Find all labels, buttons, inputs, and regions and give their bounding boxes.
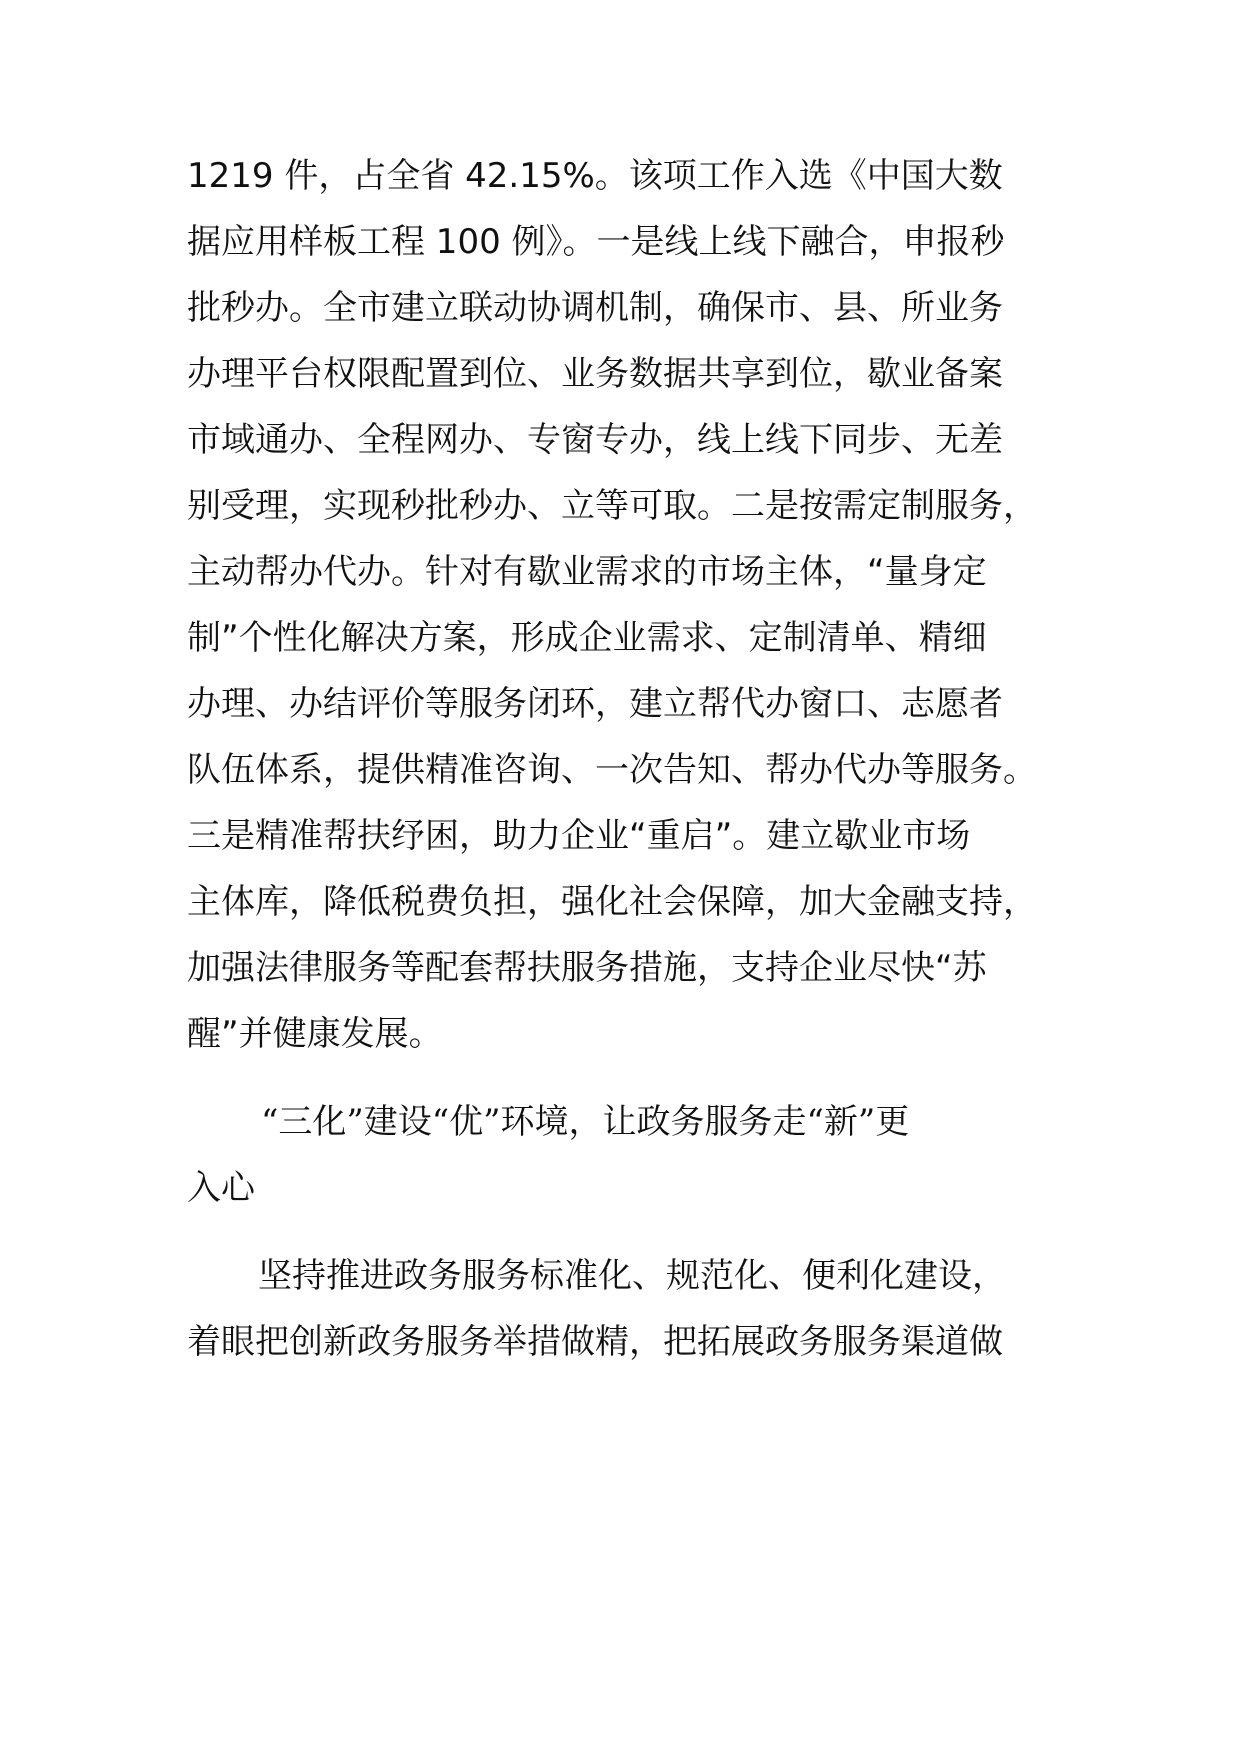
text-line: 市域通办、全程网办、专窗专办，线上线下同步、无差: [187, 420, 1003, 460]
text-line: 坚持推进政务服务标准化、规范化、便利化建设，: [258, 1256, 1006, 1296]
text-line: 队伍体系，提供精准咨询、一次告知、帮办代办等服务。: [187, 750, 1037, 790]
text-line: 别受理，实现秒批秒办、立等可取。二是按需定制服务，: [187, 486, 1037, 526]
heading-line: “三化”建设“优”环境，让政务服务走“新”更: [261, 1102, 910, 1142]
text-line: 办理平台权限配置到位、业务数据共享到位，歇业备案: [187, 354, 1003, 394]
text-line: 醒”并健康发展。: [187, 1014, 443, 1054]
text-line: 1219 件，占全省 42.15%。该项工作入选《中国大数: [187, 156, 1003, 196]
text-line: 批秒办。全市建立联动协调机制，确保市、县、所业务: [187, 288, 1003, 328]
text-line: 主动帮办代办。针对有歇业需求的市场主体，“量身定: [187, 552, 987, 592]
text-line: 制”个性化解决方案，形成企业需求、定制清单、精细: [187, 618, 987, 658]
text-line: 三是精准帮扶纾困，助力企业“重启”。建立歇业市场: [187, 816, 971, 856]
text-line: 主体库，降低税费负担，强化社会保障，加大金融支持，: [187, 882, 1037, 922]
heading-line: 入心: [187, 1168, 255, 1208]
text-line: 着眼把创新政务服务举措做精，把拓展政务服务渠道做: [187, 1322, 1003, 1362]
text-line: 加强法律服务等配套帮扶服务措施，支持企业尽快“苏: [187, 948, 987, 988]
text-line: 办理、办结评价等服务闭环，建立帮代办窗口、志愿者: [187, 684, 1003, 724]
text-line: 据应用样板工程 100 例》。一是线上线下融合，申报秒: [187, 222, 1005, 262]
